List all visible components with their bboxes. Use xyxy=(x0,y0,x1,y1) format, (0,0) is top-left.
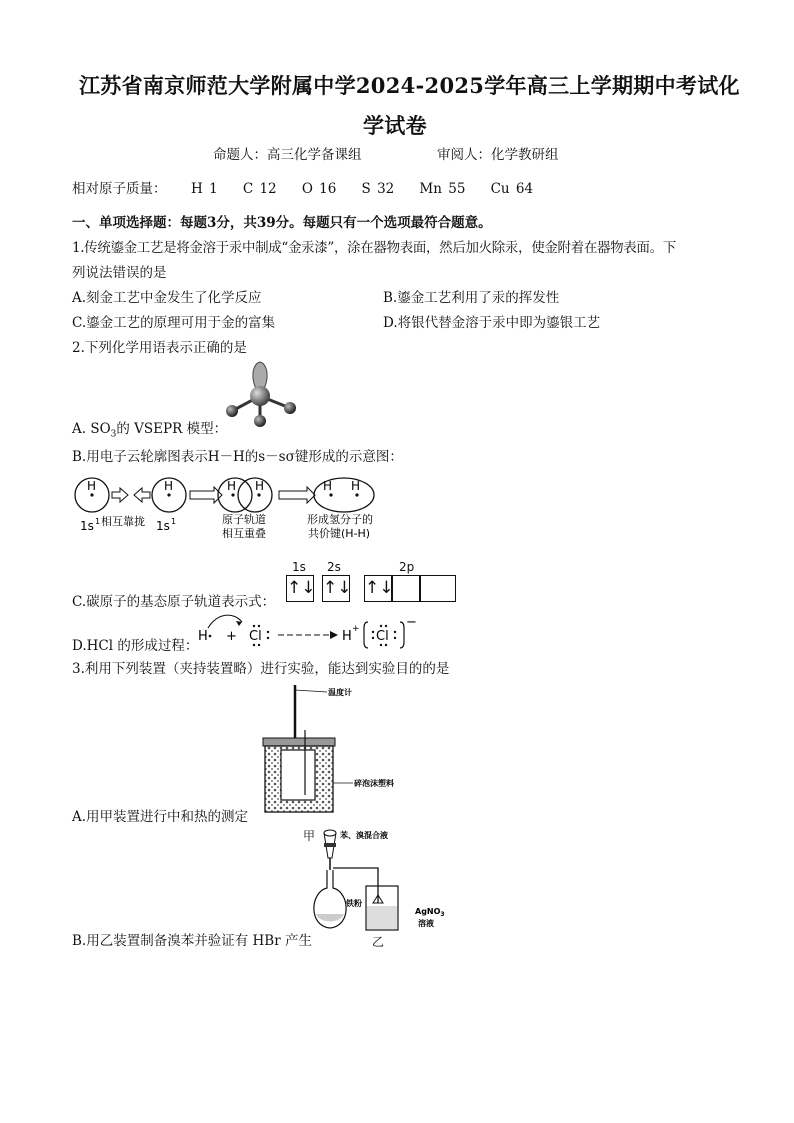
q1-option-c: C.鎏金工艺的原理可用于金的富集 xyxy=(72,315,276,331)
label-yi: 乙 xyxy=(372,935,385,949)
h-bond-left: H xyxy=(323,479,333,493)
orbital-2s-label: 2s xyxy=(327,560,341,574)
label-reagent: 苯、溴混合液 xyxy=(340,831,388,840)
page-title-line2: 学试卷 xyxy=(363,113,427,138)
label-1s-left-sup: 1 xyxy=(95,517,101,526)
h-overlap-right: H xyxy=(255,479,265,493)
q1-option-a: A.刻金工艺中金发生了化学反应 xyxy=(72,290,262,306)
label-overlap-1: 原子轨道 xyxy=(222,513,266,526)
atomic-mass-label: 相对原子质量： xyxy=(72,181,167,197)
label-iron: 铁粉 xyxy=(346,899,362,908)
q3-stem: 3.利用下列装置（夹持装置略）进行实验，能达到实验目的的是 xyxy=(72,661,450,677)
h-left: H xyxy=(87,479,97,493)
hcl-plus: + xyxy=(226,629,237,644)
sigma-bond-diagram xyxy=(72,474,402,544)
label-1s-right: 1s xyxy=(156,519,170,533)
hcl-h: H xyxy=(198,629,208,644)
mass-c: C 12 xyxy=(242,181,277,197)
orbital-2s-box: ↑↓ xyxy=(322,575,350,602)
orbital-2p-label: 2p xyxy=(399,560,415,574)
mass-s: S 32 xyxy=(361,181,395,197)
mass-mn: Mn 55 xyxy=(419,181,466,197)
q1-option-b: B.鎏金工艺利用了汞的挥发性 xyxy=(383,290,560,306)
label-bond-2: 共价键(H-H) xyxy=(308,527,371,540)
q2-option-a xyxy=(72,420,227,444)
label-jia: 甲 xyxy=(303,829,316,843)
author-line: 命题人：高三化学备课组 xyxy=(213,147,362,163)
reviewer-line: 审阅人：化学教研组 xyxy=(437,147,559,163)
label-solution: 溶液 xyxy=(418,919,434,928)
q2-stem: 2.下列化学用语表示正确的是 xyxy=(72,340,247,356)
label-agno3 xyxy=(415,907,445,918)
mass-o: O 16 xyxy=(301,181,337,197)
q2-a-suffix: 的 VSEPR 模型： xyxy=(116,421,228,437)
orbital-2p-box-2 xyxy=(392,575,420,602)
label-thermometer: 温度计 xyxy=(328,688,352,697)
bromobenzene-apparatus xyxy=(310,828,460,933)
hcl-hplus: H xyxy=(342,629,352,644)
label-bond-1: 形成氢分子的 xyxy=(307,513,373,526)
section-heading: 一、单项选择题：每题3分，共39分。每题只有一个选项最符合题意。 xyxy=(72,215,492,231)
hcl-cl-ion: Cl xyxy=(376,629,389,644)
q2-a-prefix: A. SO xyxy=(72,421,111,437)
label-close: 相互靠拢 xyxy=(101,515,145,528)
h-right: H xyxy=(164,479,174,493)
orbital-2p-box-1: ↑↓ xyxy=(364,575,392,602)
q2-a-sub: 3 xyxy=(110,429,117,440)
h-overlap-left: H xyxy=(227,479,237,493)
hcl-hplus-charge: + xyxy=(352,624,360,634)
vsepr-model-figure xyxy=(218,358,303,428)
calorimeter-apparatus xyxy=(255,680,395,820)
q1-stem-line2: 列说法错误的是 xyxy=(72,265,167,281)
mass-h: H 1 xyxy=(191,181,218,197)
label-1s-right-sup: 1 xyxy=(171,517,177,526)
h-bond-right: H xyxy=(351,479,361,493)
q3-option-a: A.用甲装置进行中和热的测定 xyxy=(72,809,249,825)
q2-option-c: C.碳原子的基态原子轨道表示式： xyxy=(72,594,276,610)
hcl-cl: Cl xyxy=(249,629,262,644)
mass-cu: Cu 64 xyxy=(490,181,534,197)
hcl-formation-diagram xyxy=(192,612,422,657)
label-agno3-main: AgNO xyxy=(415,907,441,916)
q1-option-d: D.将银代替金溶于汞中即为鎏银工艺 xyxy=(383,315,601,331)
orbital-1s-label: 1s xyxy=(292,560,306,574)
orbital-2p-box-3 xyxy=(420,575,456,602)
q2-option-d: D.HCl 的形成过程： xyxy=(72,638,199,654)
label-agno3-sub: 3 xyxy=(440,911,445,918)
orbital-1s-box: ↑↓ xyxy=(286,575,314,602)
q1-stem-line1: 1.传统鎏金工艺是将金溶于汞中制成“金汞漆”，涂在器物表面，然后加火除汞，使金附着在器物表面。下 xyxy=(72,240,676,256)
q3-option-b: B.用乙装置制备溴苯并验证有 HBr 产生 xyxy=(72,933,312,949)
q2-option-b: B.用电子云轮廓图表示H－H的s－sσ键形成的示意图： xyxy=(72,449,403,465)
label-overlap-2: 相互重叠 xyxy=(222,527,266,540)
label-1s-left: 1s xyxy=(80,519,94,533)
atomic-masses xyxy=(191,180,533,198)
page-title-line1: 江苏省南京师范大学附属中学2024-2025学年高三上学期期中考试化 xyxy=(79,73,740,98)
hcl-minus: − xyxy=(406,615,417,630)
label-foam: 碎泡沫塑料 xyxy=(354,779,394,788)
